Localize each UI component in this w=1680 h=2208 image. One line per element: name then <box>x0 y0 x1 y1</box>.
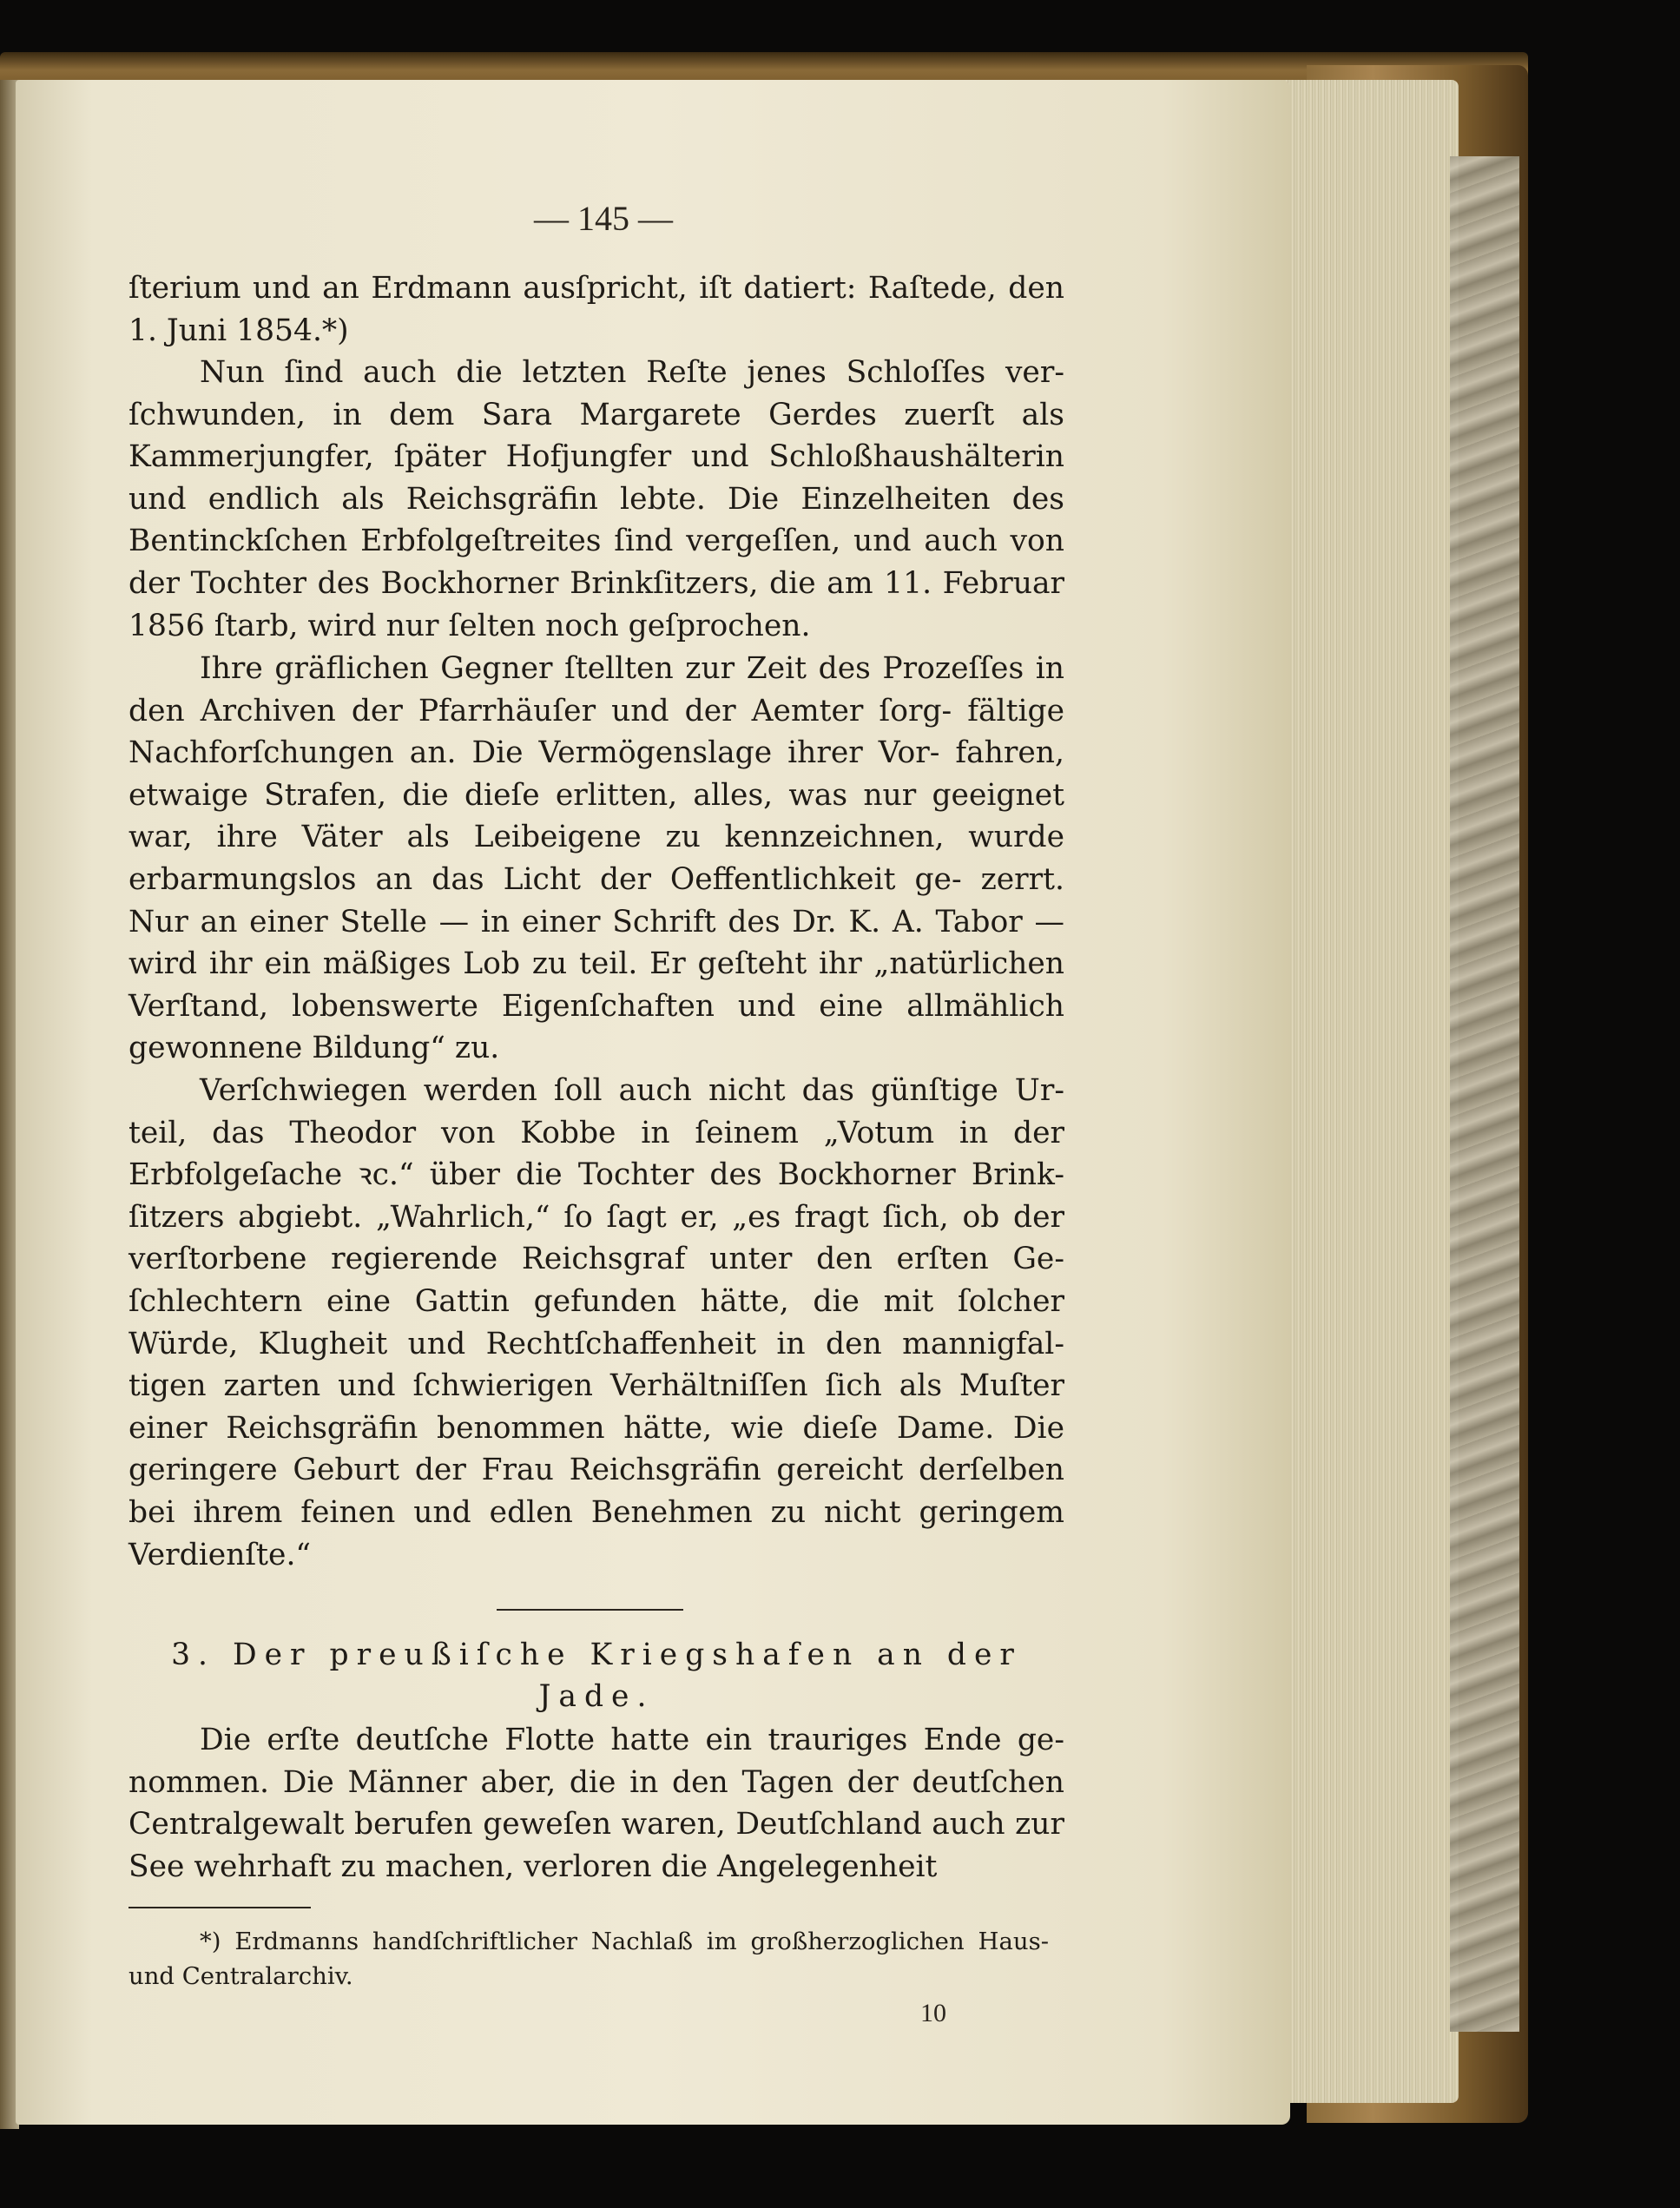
signature-mark: 10 <box>920 1999 946 2027</box>
paragraph-2: Nun ſind auch die letzten Reſte jenes Schloſſes ver- ſchwunden, in dem Sara Margarete Gerdes zuerſt als Kammerjungfer, ſpäter Hofjungfer und Schloßhaushälterin und endlich als Reichsgräfin lebte. Die Einzelheiten des Bentinckſchen Erbfolgeſtreites ſind vergeſſen, und auch von der Tochter des Bockhorner Brinkſitzers, die am 11. Februar 1856 ſtarb, wird nur ſelten noch geſprochen. <box>128 355 1064 643</box>
marbled-endpaper <box>1450 156 1519 2032</box>
paragraph-1: ſterium und an Erdmann ausſpricht, iſt datiert: Raſtede, den 1. Juni 1854.*) <box>128 271 1064 348</box>
paragraph-4: Verſchwiegen werden ſoll auch nicht das günſtige Ur- teil, das Theodor von Kobbe in ſeinem „Votum in der Erbfolgeſache ꝛc.“ über die Tochter des Bockhorner Brink- ſitzers abgiebt. „Wahrlich,“ ſo ſagt er, „es fragt ſich, ob der verſtorbene regierende Reichsgraf unter den erſten Ge- ſchlechtern eine Gattin gefunden hätte, die mit ſolcher Würde, Klugheit und Rechtſchaffenheit in den mannigfal- tigen zarten und ſchwierigen Verhältniſſen ſich als Muſter einer Reichsgräfin benommen hätte, wie dieſe Dame. Die geringere Geburt der Frau Reichsgräfin gereicht derſelben bei ihrem feinen und edlen Benehmen zu nicht geringem Verdienſte.“ <box>128 1073 1064 1572</box>
section-heading: 3. Der preußiſche Kriegshafen an der Jade. <box>171 1638 1022 1714</box>
section-divider <box>497 1609 683 1611</box>
section-paragraph: Die erſte deutſche Flotte hatte ein trauriges Ende ge- nommen. Die Männer aber, die in den Tagen der deutſchen Centralgewalt berufen geweſen waren, Deutſchland auch zur See wehrhaft zu machen, verloren die Angelegenheit <box>128 1723 1064 1884</box>
page-edges <box>1276 80 1459 2103</box>
paragraph-3: Ihre gräflichen Gegner ſtellten zur Zeit des Prozeſſes in den Archiven der Pfarrhäuſer und der Aemter ſorg- fältige Nachforſchungen an. Die Vermögenslage ihrer Vor- fahren, etwaige Strafen, die dieſe erlitten, alles, was nur geeignet war, ihre Väter als Leibeigene zu kennzeichnen, wurde erbarmungslos an das Licht der Oeffentlichkeit ge- zerrt. Nur an einer Stelle — in einer Schrift des Dr. K. A. Tabor — wird ihr ein mäßiges Lob zu teil. Er geſteht ihr „natürlichen Verſtand, lobenswerte Eigenſchaften und eine allmählich gewonnene Bildung“ zu. <box>128 651 1064 1066</box>
footnote: *) Erdmanns handſchriftlicher Nachlaß im großherzoglichen Haus- und Centralarchiv. <box>128 1928 1049 1990</box>
footnote-divider <box>128 1907 311 1908</box>
page-number: — 145 — <box>534 199 673 238</box>
